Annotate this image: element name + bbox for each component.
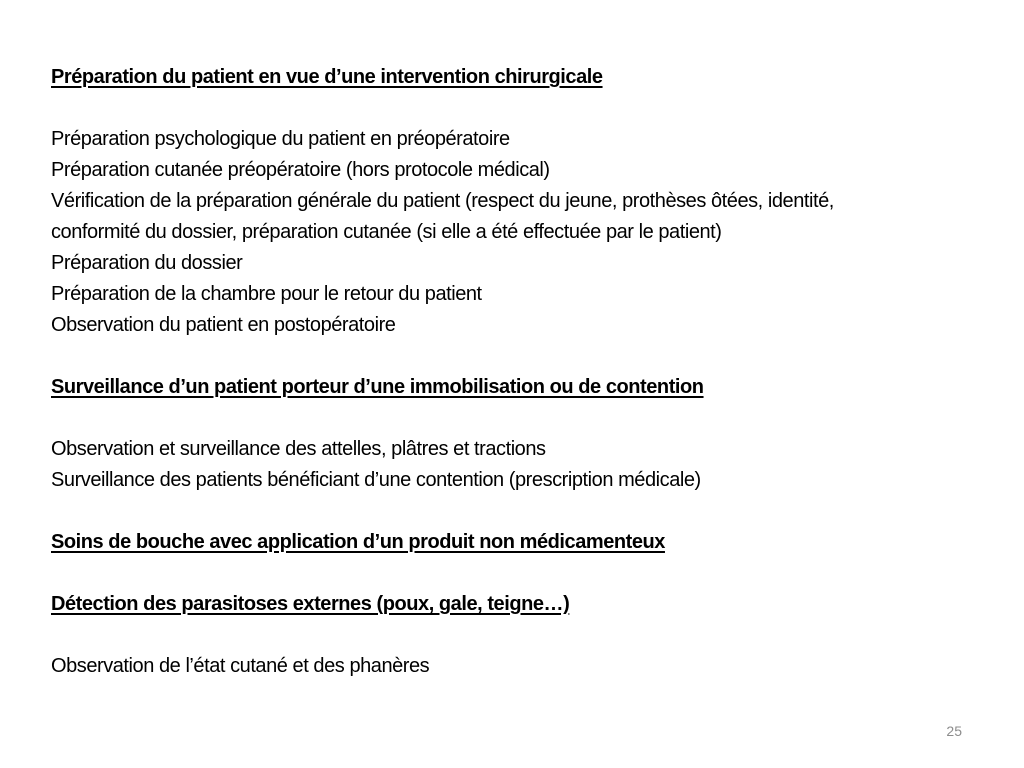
list-item: Observation de l’état cutané et des phanères — [51, 655, 430, 677]
spacer — [51, 558, 981, 589]
list-item: Préparation de la chambre pour le retour du patient — [51, 283, 482, 305]
list-item: Préparation du dossier — [51, 252, 243, 274]
list-item: Surveillance des patients bénéficiant d’une contention (prescription médicale) — [51, 469, 701, 491]
section-heading-preoperative: Préparation du patient en vue d’une intervention chirurgicale — [51, 66, 603, 88]
list-item: Vérification de la préparation générale du patient (respect du jeune, prothèses ôtées, identité, — [51, 190, 834, 212]
spacer — [51, 620, 981, 651]
spacer — [51, 403, 981, 434]
spacer — [51, 496, 981, 527]
list-item: Préparation cutanée préopératoire (hors protocole médical) — [51, 159, 550, 181]
spacer — [51, 341, 981, 372]
list-item: Observation du patient en postopératoire — [51, 314, 396, 336]
list-item: Observation et surveillance des attelles, plâtres et tractions — [51, 438, 546, 460]
section-heading-immobilisation: Surveillance d’un patient porteur d’une immobilisation ou de contention — [51, 376, 704, 398]
list-item: Préparation psychologique du patient en préopératoire — [51, 128, 510, 150]
section-heading-parasitosis: Détection des parasitoses externes (poux, gale, teigne…) — [51, 593, 570, 615]
slide-content — [51, 62, 981, 682]
spacer — [51, 93, 981, 124]
section-heading-oral-care: Soins de bouche avec application d’un produit non médicamenteux — [51, 531, 665, 553]
page-number: 25 — [946, 723, 962, 739]
list-item: conformité du dossier, préparation cutanée (si elle a été effectuée par le patient) — [51, 221, 722, 243]
